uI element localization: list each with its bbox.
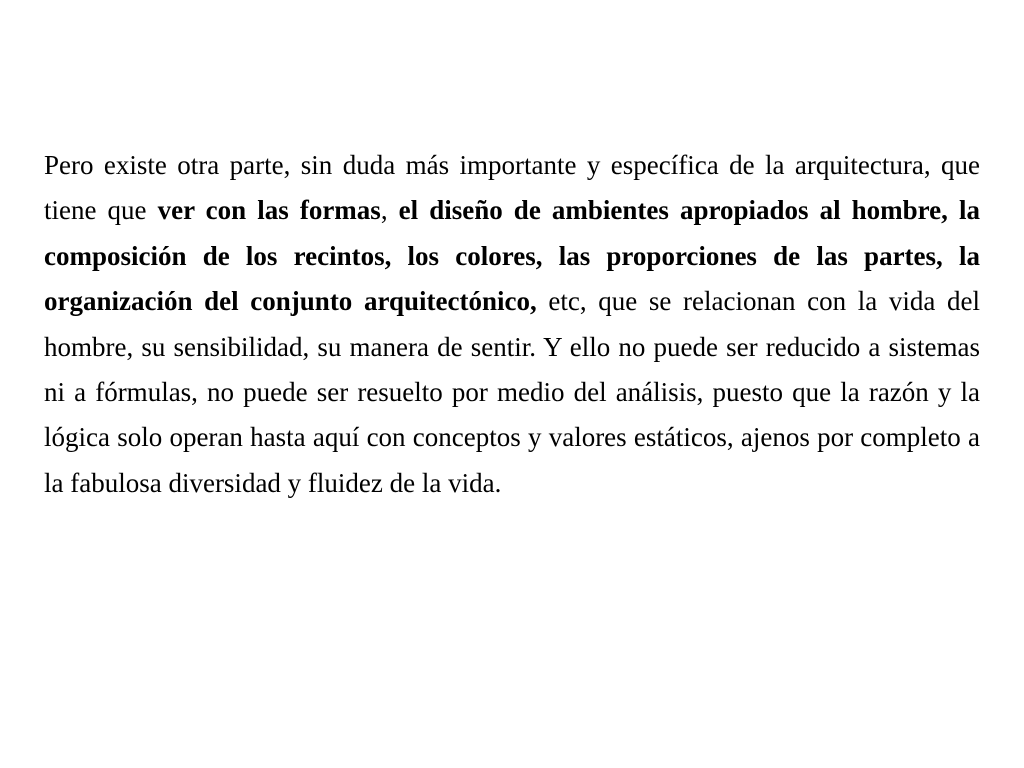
body-paragraph [44,143,980,506]
paragraph-bold-2: el diseño de ambientes apropiados al hombre, la composición de los recintos, los colores, las proporciones de las partes, la organización del conjunto arquitectónico, [44,195,980,317]
paragraph-text-3: etc, que se relacionan con la vida del hombre, su sensibilidad, su manera de sentir. Y ello no puede ser reducido a sistemas ni a fórmulas, no puede ser resuelto por medio del análisis, puesto que la razón y la lógica solo operan hasta aquí con conceptos y valores estáticos, ajenos por completo a la fabulosa diversidad y fluidez de la vida. [44,286,980,498]
paragraph-text-1: Pero existe otra parte, sin duda más importante y específica de la arquitectura, que tiene que [44,150,980,226]
paragraph-bold-1: ver con las formas [157,195,381,226]
paragraph-text-2: , [380,195,399,226]
